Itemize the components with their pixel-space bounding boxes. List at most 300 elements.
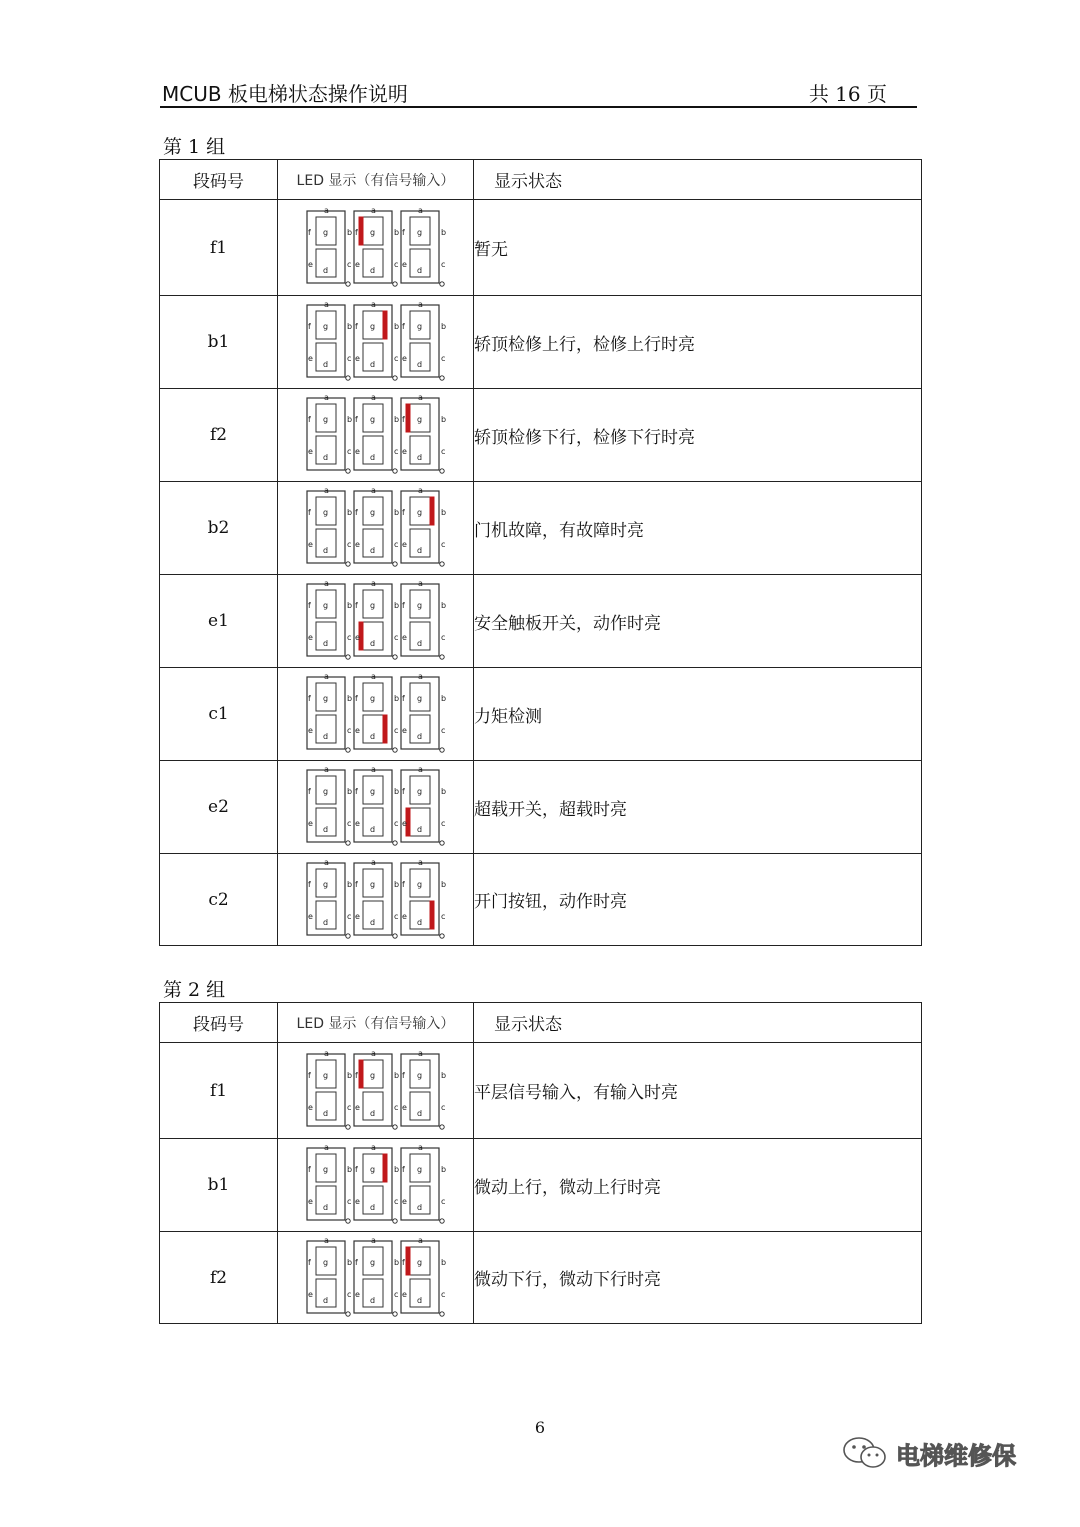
decimal-point bbox=[392, 469, 396, 473]
segment-label-a: a bbox=[417, 1049, 423, 1058]
watermark bbox=[838, 1433, 1048, 1473]
segment-label-g: g bbox=[369, 1070, 375, 1080]
led-display bbox=[301, 487, 451, 569]
segment-label-g: g bbox=[416, 322, 422, 331]
segment-label-e: e bbox=[354, 726, 360, 735]
segment-label-c: c bbox=[440, 447, 445, 456]
decimal-point bbox=[392, 562, 396, 566]
segment-label-f: f bbox=[401, 1165, 405, 1174]
segment-label-e: e bbox=[354, 1289, 360, 1299]
segment-d bbox=[359, 371, 387, 375]
segment-d bbox=[359, 1307, 387, 1311]
led-digit-2 bbox=[354, 1237, 399, 1316]
segment-label-c: c bbox=[440, 1289, 445, 1299]
table-row bbox=[160, 575, 922, 668]
segment-f bbox=[359, 497, 363, 525]
segment-label-e: e bbox=[401, 819, 407, 828]
segment-label-b: b bbox=[440, 1257, 446, 1267]
segment-label-b: b bbox=[346, 322, 352, 331]
segment-label-b: b bbox=[440, 415, 446, 424]
segment-label-e: e bbox=[307, 1289, 313, 1299]
segment-g bbox=[359, 711, 387, 715]
led-display bbox=[301, 580, 451, 662]
segment-label-c: c bbox=[393, 1197, 398, 1206]
segment-f bbox=[406, 311, 410, 339]
led-digit-1 bbox=[307, 580, 352, 659]
led-cell bbox=[278, 1139, 474, 1232]
segment-label-e: e bbox=[401, 1289, 407, 1299]
segment-label-a: a bbox=[417, 580, 423, 588]
segment-label-e: e bbox=[401, 633, 407, 642]
segment-label-d: d bbox=[416, 1295, 422, 1305]
segment-b bbox=[383, 869, 387, 897]
status-description: 超载开关，超载时亮 bbox=[474, 761, 922, 854]
led-digit-1 bbox=[307, 487, 352, 566]
group2-table bbox=[159, 1002, 922, 1324]
led-digit-2 bbox=[354, 394, 399, 473]
segment-g bbox=[312, 897, 340, 901]
segment-f bbox=[359, 1154, 363, 1182]
segment-label-c: c bbox=[393, 911, 398, 921]
segment-label-d: d bbox=[369, 639, 375, 648]
segment-d bbox=[359, 836, 387, 840]
segment-c bbox=[430, 1092, 434, 1120]
segment-label-f: f bbox=[307, 415, 311, 424]
segment-label-g: g bbox=[369, 1257, 375, 1267]
segment-f bbox=[312, 776, 316, 804]
segment-c bbox=[383, 436, 387, 464]
segment-label-b: b bbox=[393, 1070, 399, 1080]
segment-label-e: e bbox=[354, 911, 360, 921]
segment-c bbox=[383, 808, 387, 836]
segment-label-c: c bbox=[393, 819, 398, 828]
segment-c bbox=[430, 249, 434, 277]
table-row bbox=[160, 389, 922, 482]
segment-f bbox=[359, 1247, 363, 1275]
segment-c bbox=[430, 1279, 434, 1307]
segment-label-c: c bbox=[440, 540, 445, 549]
segment-label-c: c bbox=[346, 447, 351, 456]
segment-label-g: g bbox=[322, 227, 328, 237]
segment-label-d: d bbox=[416, 639, 422, 648]
segment-d bbox=[359, 929, 387, 933]
segment-label-b: b bbox=[393, 694, 399, 703]
segment-g bbox=[359, 1275, 387, 1279]
segment-label-b: b bbox=[393, 1165, 399, 1174]
segment-label-d: d bbox=[416, 360, 422, 369]
segment-label-c: c bbox=[346, 1102, 351, 1112]
segment-c bbox=[336, 622, 340, 650]
segment-f bbox=[312, 869, 316, 897]
segment-b bbox=[383, 217, 387, 245]
led-cell bbox=[278, 761, 474, 854]
led-digit-1 bbox=[307, 766, 352, 845]
segment-label-f: f bbox=[354, 694, 358, 703]
segment-g bbox=[406, 1275, 434, 1279]
segment-label-b: b bbox=[440, 694, 446, 703]
segment-code: e1 bbox=[160, 575, 278, 668]
segment-label-b: b bbox=[440, 787, 446, 796]
segment-code: c2 bbox=[160, 854, 278, 946]
segment-code: b2 bbox=[160, 482, 278, 575]
segment-label-e: e bbox=[307, 354, 313, 363]
segment-label-g: g bbox=[369, 601, 375, 610]
segment-b bbox=[336, 869, 340, 897]
segment-c bbox=[336, 249, 340, 277]
segment-label-e: e bbox=[354, 354, 360, 363]
column-header-code: 段码号 bbox=[160, 1003, 278, 1043]
led-display bbox=[301, 394, 451, 476]
segment-label-b: b bbox=[346, 227, 352, 237]
segment-label-b: b bbox=[440, 1070, 446, 1080]
segment-c bbox=[336, 1092, 340, 1120]
segment-f bbox=[312, 1154, 316, 1182]
segment-label-c: c bbox=[346, 540, 351, 549]
segment-label-c: c bbox=[346, 726, 351, 735]
segment-label-c: c bbox=[346, 1197, 351, 1206]
segment-b bbox=[430, 776, 434, 804]
segment-label-g: g bbox=[416, 508, 422, 517]
led-digit-1 bbox=[307, 859, 352, 938]
segment-label-a: a bbox=[417, 766, 423, 774]
segment-code: f1 bbox=[160, 200, 278, 296]
segment-c bbox=[336, 436, 340, 464]
segment-label-b: b bbox=[393, 787, 399, 796]
decimal-point bbox=[439, 655, 443, 659]
segment-label-f: f bbox=[354, 879, 358, 889]
segment-label-b: b bbox=[346, 694, 352, 703]
led-digit-2 bbox=[354, 487, 399, 566]
segment-label-c: c bbox=[440, 819, 445, 828]
segment-label-b: b bbox=[440, 879, 446, 889]
led-display bbox=[301, 207, 451, 289]
segment-f-lit bbox=[359, 217, 363, 245]
segment-b bbox=[336, 683, 340, 711]
segment-label-f: f bbox=[401, 787, 405, 796]
segment-label-e: e bbox=[307, 1102, 313, 1112]
segment-f bbox=[312, 217, 316, 245]
segment-label-g: g bbox=[416, 227, 422, 237]
segment-f bbox=[359, 590, 363, 618]
segment-label-f: f bbox=[307, 508, 311, 517]
status-description: 开门按钮，动作时亮 bbox=[474, 854, 922, 946]
watermark-text: 电梯维修保 bbox=[896, 1442, 1016, 1470]
segment-b bbox=[430, 217, 434, 245]
segment-label-b: b bbox=[393, 227, 399, 237]
decimal-point bbox=[392, 748, 396, 752]
segment-label-b: b bbox=[393, 322, 399, 331]
decimal-point bbox=[392, 841, 396, 845]
segment-label-c: c bbox=[440, 1197, 445, 1206]
segment-label-a: a bbox=[323, 1144, 329, 1152]
segment-label-e: e bbox=[401, 447, 407, 456]
segment-d bbox=[406, 650, 434, 654]
segment-d bbox=[312, 557, 340, 561]
decimal-point bbox=[392, 933, 396, 937]
segment-label-e: e bbox=[401, 911, 407, 921]
decimal-point bbox=[345, 1311, 349, 1315]
segment-b bbox=[430, 869, 434, 897]
segment-g bbox=[359, 1182, 387, 1186]
segment-f-lit bbox=[406, 1247, 410, 1275]
segment-label-e: e bbox=[401, 540, 407, 549]
segment-c bbox=[383, 1279, 387, 1307]
page-count: 共 16 页 bbox=[808, 82, 887, 106]
decimal-point bbox=[392, 376, 396, 380]
group2-title: 第 2 组 bbox=[163, 979, 226, 1001]
segment-d bbox=[359, 1214, 387, 1218]
decimal-point bbox=[345, 748, 349, 752]
status-description: 轿顶检修下行，检修下行时亮 bbox=[474, 389, 922, 482]
segment-label-c: c bbox=[393, 354, 398, 363]
segment-label-d: d bbox=[369, 1295, 375, 1305]
segment-label-e: e bbox=[354, 1102, 360, 1112]
segment-label-b: b bbox=[346, 601, 352, 610]
segment-code: f2 bbox=[160, 1232, 278, 1324]
segment-label-f: f bbox=[401, 322, 405, 331]
led-digit-3 bbox=[401, 1144, 446, 1223]
segment-label-a: a bbox=[323, 580, 329, 588]
segment-b bbox=[336, 1247, 340, 1275]
segment-c bbox=[336, 1279, 340, 1307]
segment-label-c: c bbox=[393, 1289, 398, 1299]
segment-code: e2 bbox=[160, 761, 278, 854]
led-digit-3 bbox=[401, 766, 446, 845]
segment-f bbox=[406, 497, 410, 525]
segment-label-f: f bbox=[307, 227, 311, 237]
decimal-point bbox=[439, 281, 443, 285]
segment-d bbox=[312, 743, 340, 747]
led-digit-1 bbox=[307, 1237, 352, 1316]
page-header bbox=[160, 76, 917, 108]
table-row bbox=[160, 296, 922, 389]
segment-label-g: g bbox=[369, 322, 375, 331]
segment-label-g: g bbox=[322, 1165, 328, 1174]
segment-g bbox=[406, 1088, 434, 1092]
led-digit-3 bbox=[401, 301, 446, 380]
segment-label-c: c bbox=[440, 726, 445, 735]
segment-label-c: c bbox=[393, 259, 398, 269]
segment-c bbox=[336, 715, 340, 743]
segment-c bbox=[383, 249, 387, 277]
segment-label-a: a bbox=[370, 394, 376, 402]
segment-label-g: g bbox=[369, 508, 375, 517]
segment-label-c: c bbox=[440, 633, 445, 642]
segment-d bbox=[406, 557, 434, 561]
led-digit-2 bbox=[354, 580, 399, 659]
segment-b bbox=[336, 776, 340, 804]
segment-g bbox=[406, 339, 434, 343]
status-description: 暂无 bbox=[474, 200, 922, 296]
segment-c bbox=[383, 343, 387, 371]
segment-d bbox=[312, 464, 340, 468]
segment-label-b: b bbox=[440, 508, 446, 517]
segment-b bbox=[336, 1060, 340, 1088]
status-description: 安全触板开关，动作时亮 bbox=[474, 575, 922, 668]
segment-b bbox=[430, 683, 434, 711]
segment-label-e: e bbox=[401, 1197, 407, 1206]
segment-g bbox=[406, 897, 434, 901]
table-row bbox=[160, 761, 922, 854]
segment-label-a: a bbox=[370, 1049, 376, 1058]
decimal-point bbox=[345, 469, 349, 473]
decimal-point bbox=[345, 933, 349, 937]
segment-g bbox=[359, 618, 387, 622]
segment-c bbox=[430, 808, 434, 836]
segment-label-e: e bbox=[354, 540, 360, 549]
segment-label-a: a bbox=[370, 580, 376, 588]
segment-label-b: b bbox=[346, 1165, 352, 1174]
segment-label-d: d bbox=[416, 1203, 422, 1212]
segment-label-g: g bbox=[416, 1165, 422, 1174]
led-display bbox=[301, 859, 451, 941]
decimal-point bbox=[392, 655, 396, 659]
decimal-point bbox=[439, 933, 443, 937]
wechat-icon bbox=[838, 1433, 894, 1473]
segment-d bbox=[406, 743, 434, 747]
segment-c bbox=[430, 343, 434, 371]
segment-label-a: a bbox=[370, 487, 376, 495]
segment-label-e: e bbox=[354, 819, 360, 828]
segment-b-lit bbox=[383, 1154, 387, 1182]
segment-label-g: g bbox=[416, 1070, 422, 1080]
led-digit-3 bbox=[401, 207, 446, 286]
segment-label-c: c bbox=[440, 354, 445, 363]
segment-f bbox=[312, 1060, 316, 1088]
segment-d bbox=[312, 836, 340, 840]
segment-label-f: f bbox=[401, 601, 405, 610]
decimal-point bbox=[392, 1124, 396, 1128]
segment-label-d: d bbox=[416, 265, 422, 275]
segment-label-f: f bbox=[307, 1257, 311, 1267]
decimal-point bbox=[439, 841, 443, 845]
decimal-point bbox=[345, 841, 349, 845]
segment-label-b: b bbox=[393, 1257, 399, 1267]
segment-b bbox=[430, 590, 434, 618]
table-header-row bbox=[160, 1003, 922, 1043]
segment-f bbox=[312, 590, 316, 618]
segment-label-f: f bbox=[354, 1165, 358, 1174]
status-description: 门机故障，有故障时亮 bbox=[474, 482, 922, 575]
segment-g bbox=[359, 1088, 387, 1092]
segment-f bbox=[406, 217, 410, 245]
segment-label-b: b bbox=[346, 1070, 352, 1080]
segment-d bbox=[406, 1214, 434, 1218]
segment-label-g: g bbox=[322, 1070, 328, 1080]
segment-d bbox=[406, 371, 434, 375]
segment-g bbox=[406, 804, 434, 808]
led-display bbox=[301, 1050, 451, 1132]
segment-label-b: b bbox=[346, 415, 352, 424]
segment-label-b: b bbox=[346, 508, 352, 517]
segment-code: b1 bbox=[160, 1139, 278, 1232]
segment-label-e: e bbox=[354, 259, 360, 269]
led-digit-3 bbox=[401, 673, 446, 752]
led-cell bbox=[278, 575, 474, 668]
segment-label-e: e bbox=[401, 354, 407, 363]
segment-c bbox=[430, 622, 434, 650]
document-title: MCUB 板电梯状态操作说明 bbox=[162, 82, 408, 106]
segment-label-b: b bbox=[440, 601, 446, 610]
segment-label-g: g bbox=[416, 787, 422, 796]
segment-d bbox=[312, 1120, 340, 1124]
segment-c bbox=[336, 343, 340, 371]
segment-label-d: d bbox=[322, 1295, 328, 1305]
segment-label-d: d bbox=[416, 1108, 422, 1118]
segment-code: f1 bbox=[160, 1043, 278, 1139]
segment-d bbox=[406, 464, 434, 468]
segment-label-g: g bbox=[369, 879, 375, 889]
segment-label-g: g bbox=[416, 1257, 422, 1267]
led-digit-3 bbox=[401, 1237, 446, 1316]
led-display bbox=[301, 301, 451, 383]
segment-label-a: a bbox=[323, 858, 329, 867]
segment-label-a: a bbox=[323, 487, 329, 495]
segment-c bbox=[430, 1186, 434, 1214]
segment-b bbox=[430, 1154, 434, 1182]
segment-label-b: b bbox=[393, 601, 399, 610]
segment-b bbox=[336, 590, 340, 618]
segment-c-lit bbox=[430, 901, 434, 929]
segment-c bbox=[383, 1186, 387, 1214]
segment-label-d: d bbox=[322, 1203, 328, 1212]
segment-label-c: c bbox=[346, 911, 351, 921]
segment-label-e: e bbox=[401, 1102, 407, 1112]
status-description: 轿顶检修上行，检修上行时亮 bbox=[474, 296, 922, 389]
segment-g bbox=[359, 339, 387, 343]
decimal-point bbox=[439, 1124, 443, 1128]
segment-c bbox=[383, 1092, 387, 1120]
segment-f bbox=[359, 311, 363, 339]
segment-d bbox=[359, 650, 387, 654]
segment-d bbox=[359, 743, 387, 747]
segment-d bbox=[312, 371, 340, 375]
segment-b bbox=[430, 1060, 434, 1088]
segment-label-b: b bbox=[440, 322, 446, 331]
segment-label-g: g bbox=[322, 508, 328, 517]
led-cell bbox=[278, 482, 474, 575]
segment-label-e: e bbox=[307, 540, 313, 549]
segment-label-g: g bbox=[369, 787, 375, 796]
segment-label-e: e bbox=[307, 1197, 313, 1206]
segment-label-c: c bbox=[346, 819, 351, 828]
segment-c bbox=[336, 529, 340, 557]
segment-label-c: c bbox=[346, 633, 351, 642]
segment-f bbox=[312, 404, 316, 432]
led-digit-3 bbox=[401, 487, 446, 566]
segment-label-e: e bbox=[307, 633, 313, 642]
segment-label-d: d bbox=[369, 453, 375, 462]
segment-g bbox=[312, 432, 340, 436]
segment-label-b: b bbox=[346, 879, 352, 889]
segment-label-c: c bbox=[393, 1102, 398, 1112]
decimal-point bbox=[392, 1219, 396, 1223]
segment-label-g: g bbox=[322, 1257, 328, 1267]
segment-label-c: c bbox=[393, 447, 398, 456]
led-display bbox=[301, 1144, 451, 1226]
segment-g bbox=[312, 1182, 340, 1186]
segment-d bbox=[359, 557, 387, 561]
segment-label-a: a bbox=[323, 206, 329, 215]
segment-label-e: e bbox=[401, 259, 407, 269]
segment-label-g: g bbox=[322, 601, 328, 610]
segment-b bbox=[430, 311, 434, 339]
segment-d bbox=[406, 277, 434, 281]
segment-label-f: f bbox=[401, 1070, 405, 1080]
segment-f bbox=[312, 1247, 316, 1275]
segment-label-e: e bbox=[307, 259, 313, 269]
segment-label-g: g bbox=[322, 694, 328, 703]
